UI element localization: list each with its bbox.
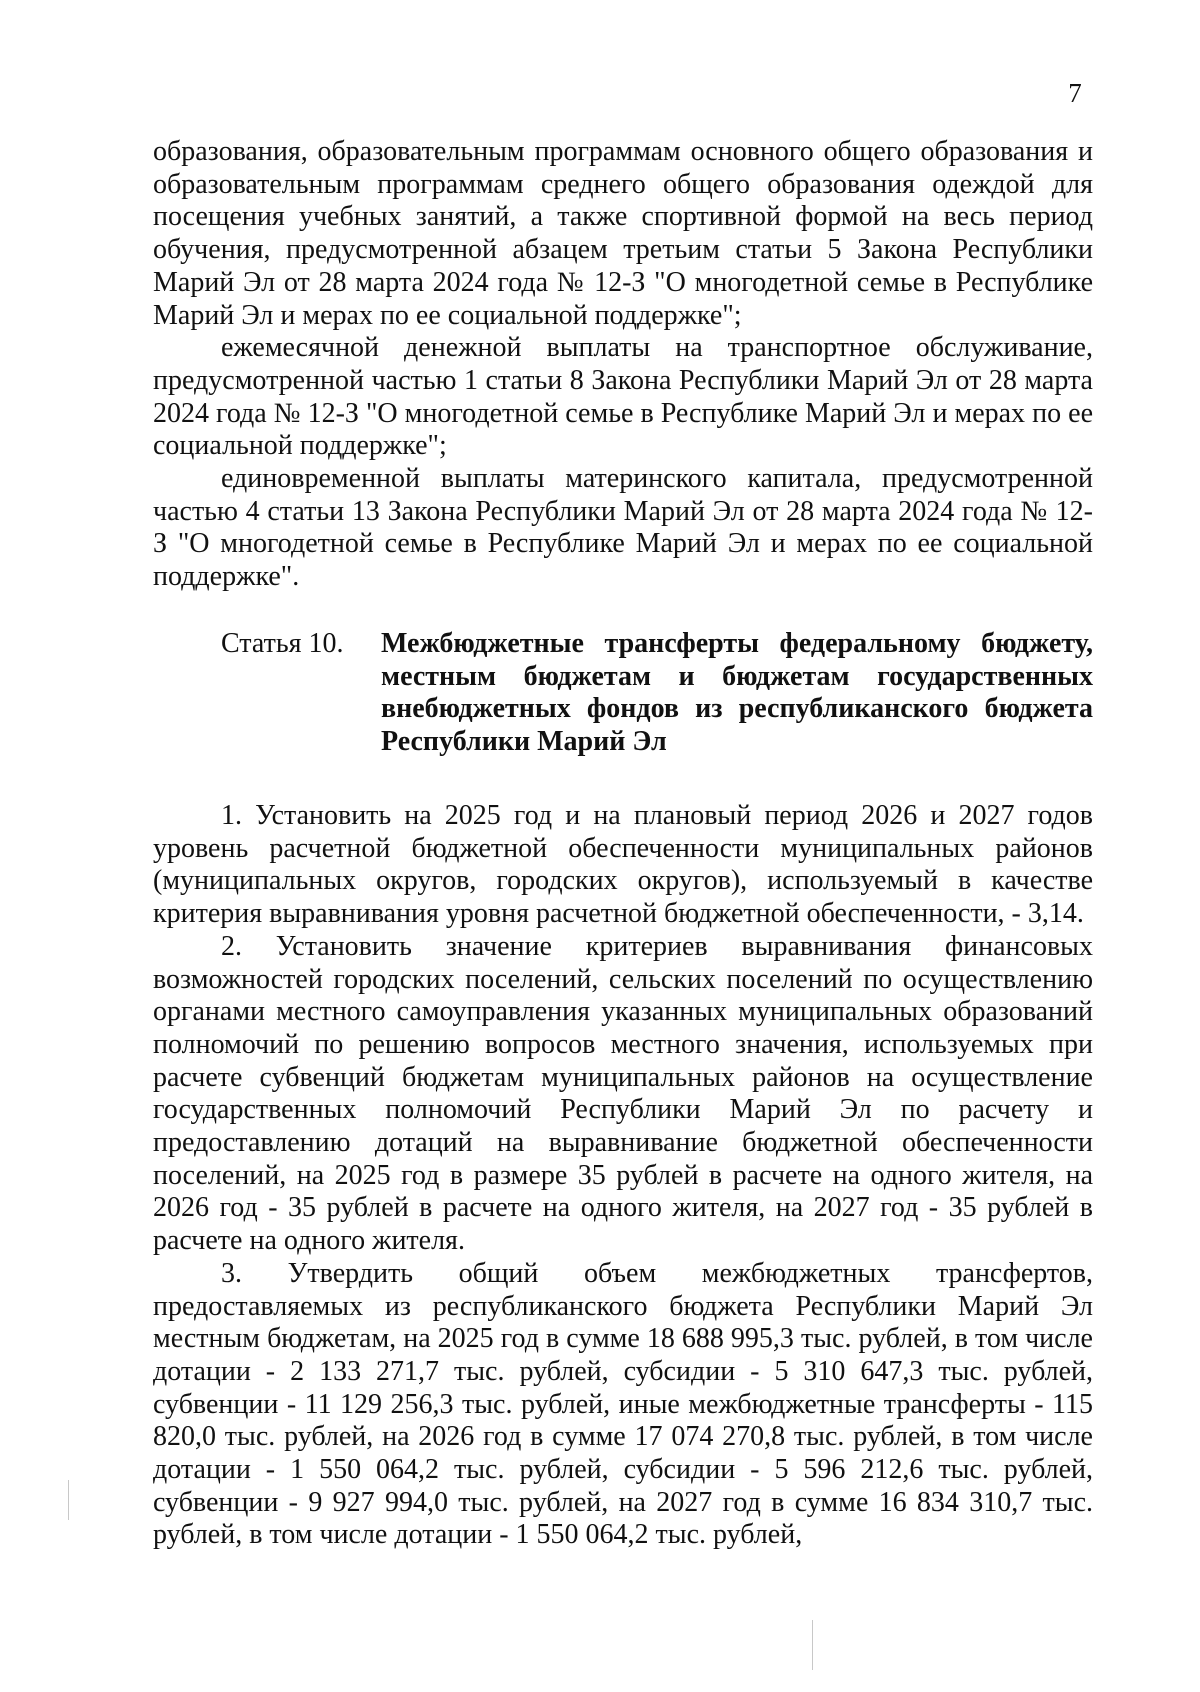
body-text-top: [153, 136, 1093, 594]
body-text-bottom: [153, 800, 1093, 1552]
scan-artifact-line: [68, 1480, 69, 1520]
paragraph-continuation: образования, образовательным программам основного общего образования и образовательным программам среднего общего образования одеждой для посещения учебных занятий, а также спортивной формой на весь период обучения, предусмотренной абзацем третьим статьи 5 Закона Республики Марий Эл от 28 марта 2024 года № 12-З "О многодетной семье в Республике Марий Эл и мерах по ее социальной поддержке";: [153, 136, 1093, 331]
paragraph-item-1: 1. Установить на 2025 год и на плановый период 2026 и 2027 годов уровень расчетной бюджетной обеспеченности муниципальных районов (муниципальных округов, городских округов), используемый в качестве критерия выравнивания уровня расчетной бюджетной обеспеченности, - 3,14.: [153, 800, 1093, 930]
paragraph-maternity-capital: единовременной выплаты материнского капитала, предусмотренной частью 4 статьи 13 Закона Республики Марий Эл от 28 марта 2024 года № 12-З "О многодетной семье в Республике Марий Эл и мерах по ее социальной поддержке".: [153, 463, 1093, 593]
scan-artifact-line: [812, 1620, 813, 1670]
article-heading: [221, 628, 1093, 758]
article-title: Межбюджетные трансферты федеральному бюджету, местным бюджетам и бюджетам государственных внебюджетных фондов из республиканского бюджета Республики Марий Эл: [381, 628, 1093, 757]
paragraph-transport-payment: ежемесячной денежной выплаты на транспортное обслуживание, предусмотренной частью 1 статьи 8 Закона Республики Марий Эл от 28 марта 2024 года № 12-З "О многодетной семье в Республике Марий Эл и мерах по ее социальной поддержке";: [153, 332, 1093, 462]
page-number: 7: [1068, 78, 1082, 108]
article-number: Статья 10.: [221, 628, 344, 659]
paragraph-item-2: 2. Установить значение критериев выравнивания финансовых возможностей городских поселений, сельских поселений по осуществлению органами местного самоуправления указанных муниципальных образований полномочий по решению вопросов местного значения, используемых при расчете субвенций бюджетам муниципальных районов на осуществление государственных полномочий Республики Марий Эл по расчету и предоставлению дотаций на выравнивание бюджетной обеспеченности поселений, на 2025 год в размере 35 рублей в расчете на одного жителя, на 2026 год - 35 рублей в расчете на одного жителя, на 2027 год - 35 рублей в расчете на одного жителя.: [153, 930, 1093, 1257]
paragraph-item-3: 3. Утвердить общий объем межбюджетных трансфертов, предоставляемых из республиканского бюджета Республики Марий Эл местным бюджетам, на 2025 год в сумме 18 688 995,3 тыс. рублей, в том числе дотации - 2 133 271,7 тыс. рублей, субсидии - 5 310 647,3 тыс. рублей, субвенции - 11 129 256,3 тыс. рублей, иные межбюджетные трансферты - 115 820,0 тыс. рублей, на 2026 год в сумме 17 074 270,8 тыс. рублей, в том числе дотации - 1 550 064,2 тыс. рублей, субсидии - 5 596 212,6 тыс. рублей, субвенции - 9 927 994,0 тыс. рублей, на 2027 год в сумме 16 834 310,7 тыс. рублей, в том числе дотации - 1 550 064,2 тыс. рублей,: [153, 1257, 1093, 1551]
